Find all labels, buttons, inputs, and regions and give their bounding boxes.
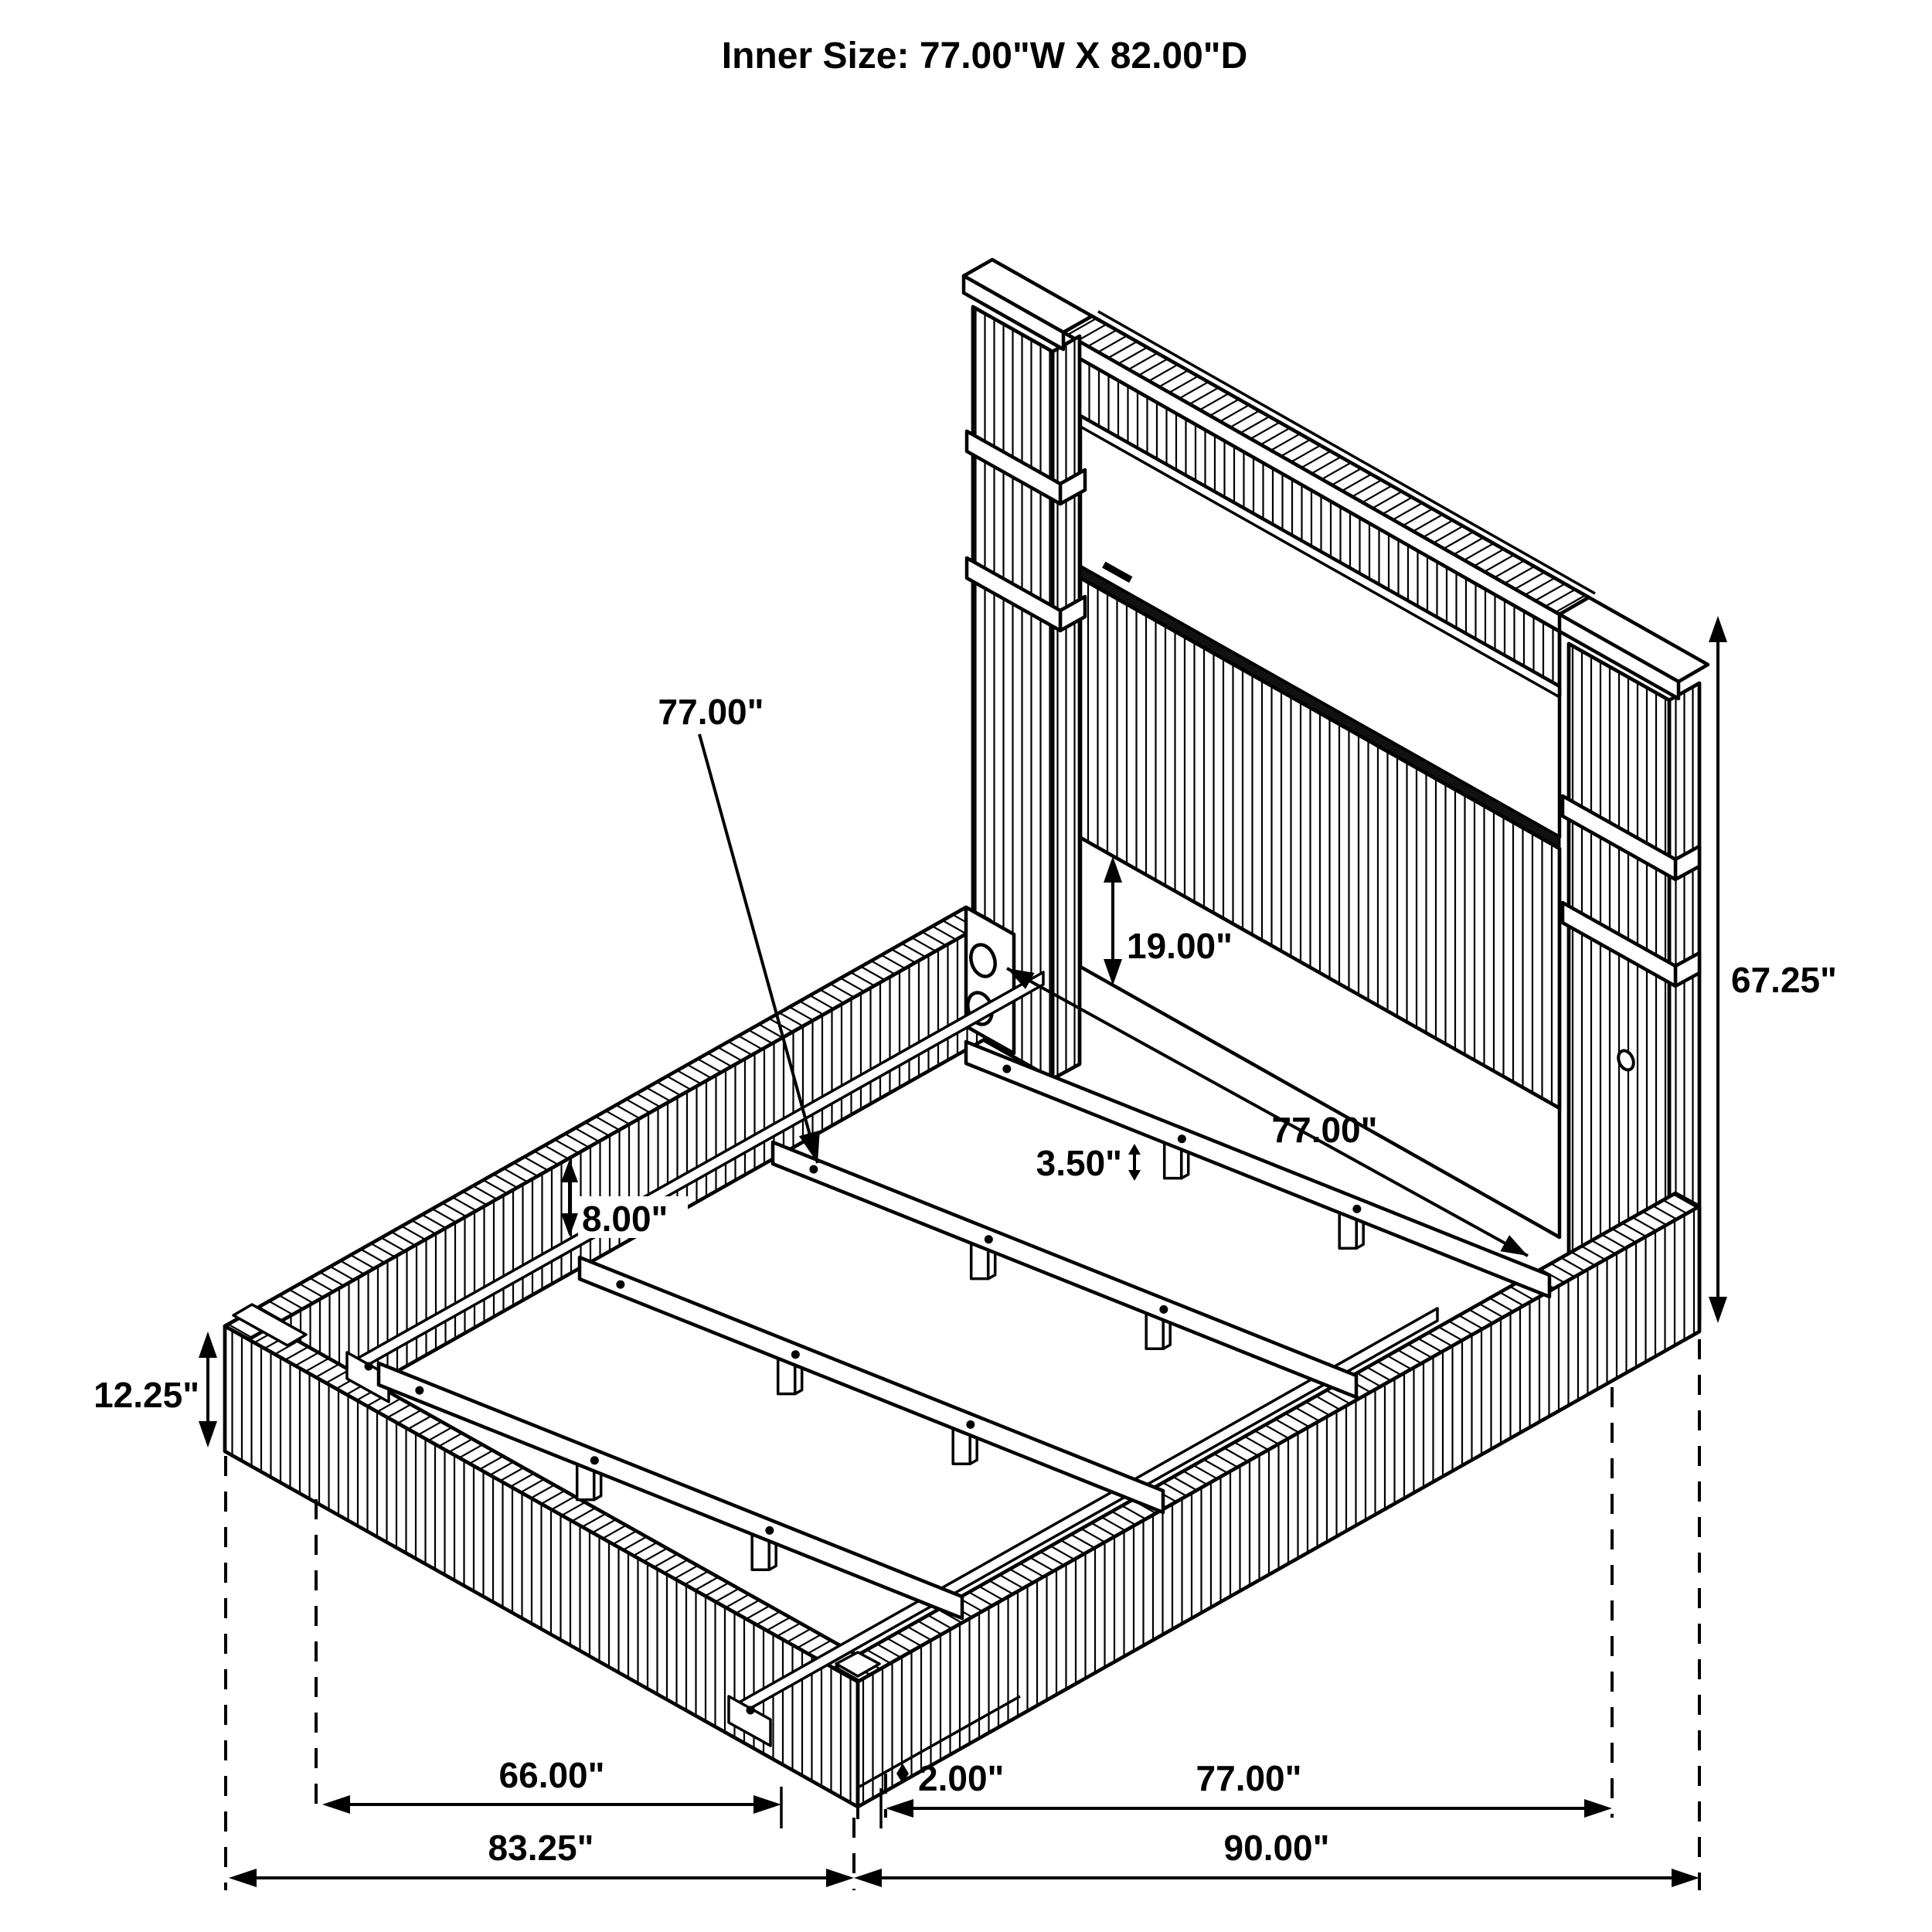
dim-label-side-span: 77.00" bbox=[1196, 1758, 1302, 1798]
dim-label-foot-opening: 66.00" bbox=[498, 1755, 605, 1795]
dim-label-footboard-step: 2.00" bbox=[918, 1758, 1005, 1798]
dim-label-outer-depth: 90.00" bbox=[1223, 1828, 1330, 1868]
dim-label-panel-clearance: 19.00" bbox=[1127, 926, 1233, 966]
dim-label-outer-width: 83.25" bbox=[488, 1828, 594, 1868]
dim-label-slat-foot-height: 3.50" bbox=[1036, 1143, 1122, 1183]
title-inner-size: Inner Size: 77.00"W X 82.00"D bbox=[721, 36, 1248, 77]
dim-label-base-height: 12.25" bbox=[94, 1375, 199, 1415]
left-rail-end-cap bbox=[966, 907, 1014, 1053]
dim-label-headboard-inner-width: 77.00" bbox=[1271, 1110, 1378, 1150]
dim-label-support-gap: 8.00" bbox=[582, 1199, 668, 1239]
dim-label-slat-length: 77.00" bbox=[658, 692, 764, 732]
dim-label-headboard-height: 67.25" bbox=[1731, 960, 1837, 1000]
